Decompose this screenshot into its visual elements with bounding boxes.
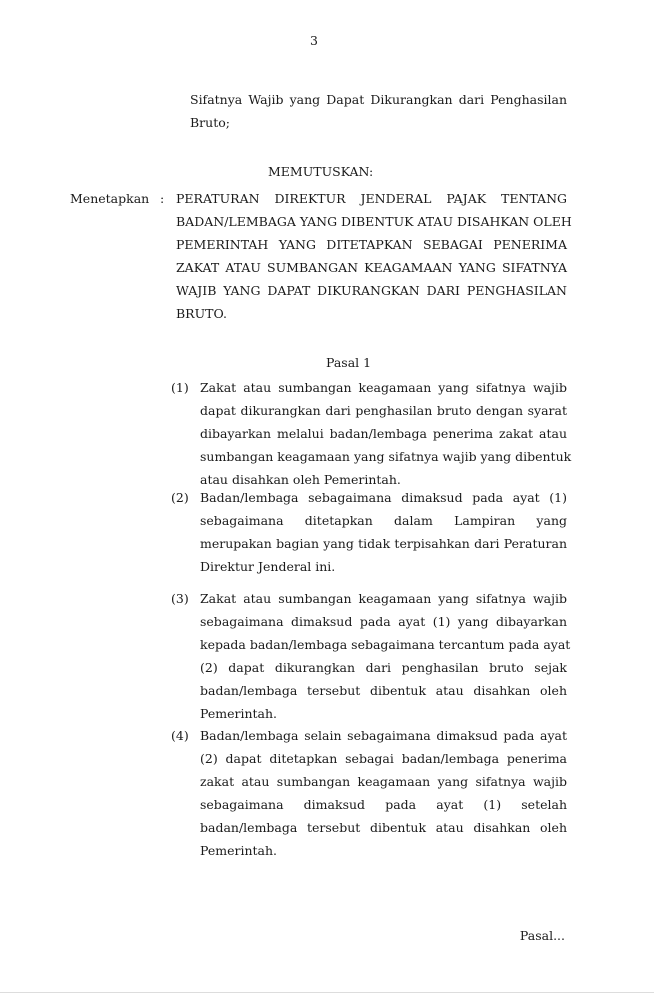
text-line: merupakan bagian yang tidak terpisahkan dari Peraturan: [200, 536, 567, 551]
continuation-marker: Pasal...: [519, 928, 565, 943]
text-line: Badan/lembaga selain sebagaimana dimaksud pada ayat: [200, 728, 567, 743]
text-line: PEMERINTAH YANG DITETAPKAN SEBAGAI PENERIMA: [176, 237, 567, 252]
decision-heading: MEMUTUSKAN:: [268, 164, 374, 179]
text-line: badan/lembaga tersebut dibentuk atau disahkan oleh: [200, 683, 567, 698]
item-number: (1): [171, 380, 189, 395]
item-number: (2): [171, 490, 189, 505]
text-line: Pemerintah.: [200, 706, 278, 721]
text-line: PERATURAN DIREKTUR JENDERAL PAJAK TENTANG: [176, 191, 567, 206]
item-paragraph: [200, 724, 567, 862]
text-line: sumbangan keagamaan yang sifatnya wajib yang dibentuk: [200, 449, 572, 464]
text-line: Zakat atau sumbangan keagamaan yang sifatnya wajib: [200, 380, 567, 395]
text-line: (2) dapat ditetapkan sebagai badan/lembaga penerima: [200, 751, 567, 766]
text-line: WAJIB YANG DAPAT DIKURANGKAN DARI PENGHASILAN: [176, 283, 567, 298]
text-line: zakat atau sumbangan keagamaan yang sifatnya wajib: [200, 774, 567, 789]
text-line: ZAKAT ATAU SUMBANGAN KEAGAMAAN YANG SIFATNYA: [176, 260, 567, 275]
text-line: dibayarkan melalui badan/lembaga penerima zakat atau: [200, 426, 567, 441]
text-line: Badan/lembaga sebagaimana dimaksud pada ayat (1): [200, 490, 567, 505]
text-line: dapat dikurangkan dari penghasilan bruto dengan syarat: [200, 403, 567, 418]
menetapkan-colon: :: [160, 191, 165, 206]
text-line: atau disahkan oleh Pemerintah.: [200, 472, 401, 487]
menetapkan-text: [176, 187, 572, 325]
text-line: (2) dapat dikurangkan dari penghasilan bruto sejak: [200, 660, 567, 675]
intro-paragraph: [190, 88, 567, 134]
text-line: sebagaimana dimaksud pada ayat (1) setelah: [200, 797, 567, 812]
pasal-title: Pasal 1: [326, 355, 372, 370]
item-paragraph: [200, 486, 567, 578]
text-line: Zakat atau sumbangan keagamaan yang sifatnya wajib: [200, 591, 567, 606]
menetapkan-label: Menetapkan: [70, 191, 150, 206]
text-line: Direktur Jenderal ini.: [200, 559, 336, 574]
text-line: badan/lembaga tersebut dibentuk atau disahkan oleh: [200, 820, 567, 835]
item-paragraph: [200, 376, 572, 491]
text-line: kepada badan/lembaga sebagaimana tercantum pada ayat: [200, 637, 571, 652]
item-number: (4): [171, 728, 189, 743]
item-paragraph: [200, 587, 571, 725]
text-line: Pemerintah.: [200, 843, 278, 858]
text-line: BRUTO.: [176, 306, 227, 321]
page-number: 3: [310, 33, 318, 48]
text-line: Bruto;: [190, 115, 230, 130]
text-line: sebagaimana ditetapkan dalam Lampiran yang: [200, 513, 567, 528]
text-line: BADAN/LEMBAGA YANG DIBENTUK ATAU DISAHKAN OLEH: [176, 214, 572, 229]
page-edge-divider: [0, 992, 654, 993]
text-line: Sifatnya Wajib yang Dapat Dikurangkan dari Penghasilan: [190, 92, 567, 107]
item-number: (3): [171, 591, 189, 606]
text-line: sebagaimana dimaksud pada ayat (1) yang dibayarkan: [200, 614, 567, 629]
